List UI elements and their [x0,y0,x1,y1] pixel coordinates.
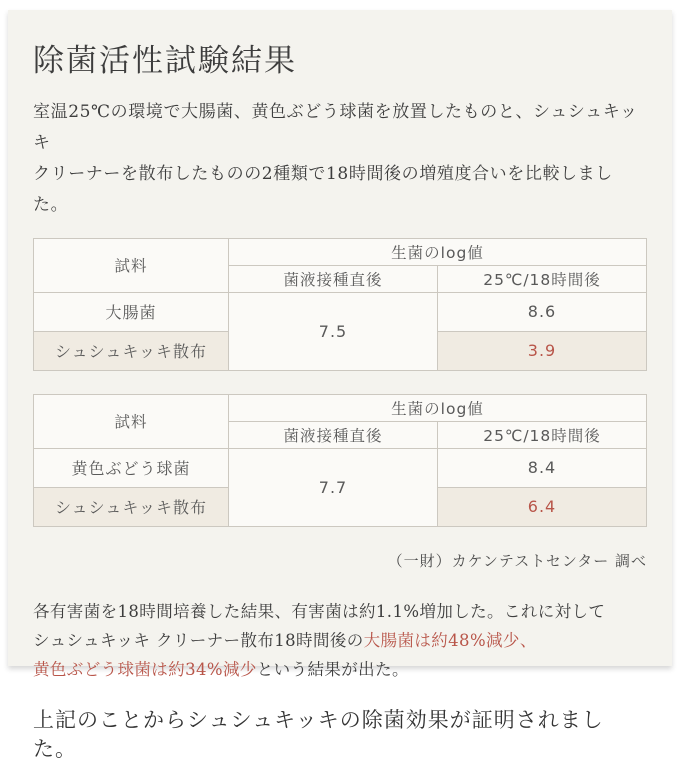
header-cell-log-group: 生菌のlog値 [229,394,647,421]
row-label-staph: 黄色ぶどう球菌 [34,448,229,487]
summary-line-2-black: シュシュキッキ クリーナー散布18時間後の [33,630,364,650]
conclusion-line: 上記のことからシュシュキッキの除菌効果が証明されました。 [33,707,604,761]
after-18h-value-sprayed: 3.9 [438,331,647,370]
header-cell-immediately-after: 菌液接種直後 [229,265,438,292]
after-18h-value-sprayed: 6.4 [438,487,647,526]
summary-line-1: 各有害菌を18時間培養した結果、有害菌は約1.1%増加した。これに対して [33,601,606,621]
summary-line-2-red: 大腸菌は約48%減少、 [363,630,537,650]
staph-result-table [33,394,647,527]
intro-line-2: クリーナーを散布したものの2種類で18時間後の増殖度合いを比較しました。 [33,164,613,215]
after-18h-value-control: 8.6 [438,292,647,331]
header-cell-sample: 試料 [34,394,229,448]
header-cell-sample: 試料 [34,238,229,292]
row-label-sprayed: シュシュキッキ散布 [34,487,229,526]
initial-log-value: 7.7 [229,448,438,526]
test-result-card [8,10,672,761]
page-title: 除菌活性試験結果 [33,43,297,79]
ecoli-result-table [33,238,647,371]
intro-line-1: 室温25℃の環境で大腸菌、黄色ぶどう球菌を放置したものと、シュシュキッキ [33,102,638,154]
summary-paragraph [33,598,647,685]
intro-paragraph [33,97,647,221]
header-cell-after-18h: 25℃/18時間後 [438,265,647,292]
summary-line-3-black: という結果が出た。 [256,659,409,679]
row-label-sprayed: シュシュキッキ散布 [34,331,229,370]
after-18h-value-control: 8.4 [438,448,647,487]
header-cell-after-18h: 25℃/18時間後 [438,421,647,448]
header-cell-immediately-after: 菌液接種直後 [229,421,438,448]
initial-log-value: 7.5 [229,292,438,370]
credit-line: （一財）カケンテストセンター 調べ [387,551,647,570]
header-cell-log-group: 生菌のlog値 [229,238,647,265]
summary-line-3-red: 黄色ぶどう球菌は約34%減少 [33,659,257,679]
row-label-ecoli: 大腸菌 [34,292,229,331]
